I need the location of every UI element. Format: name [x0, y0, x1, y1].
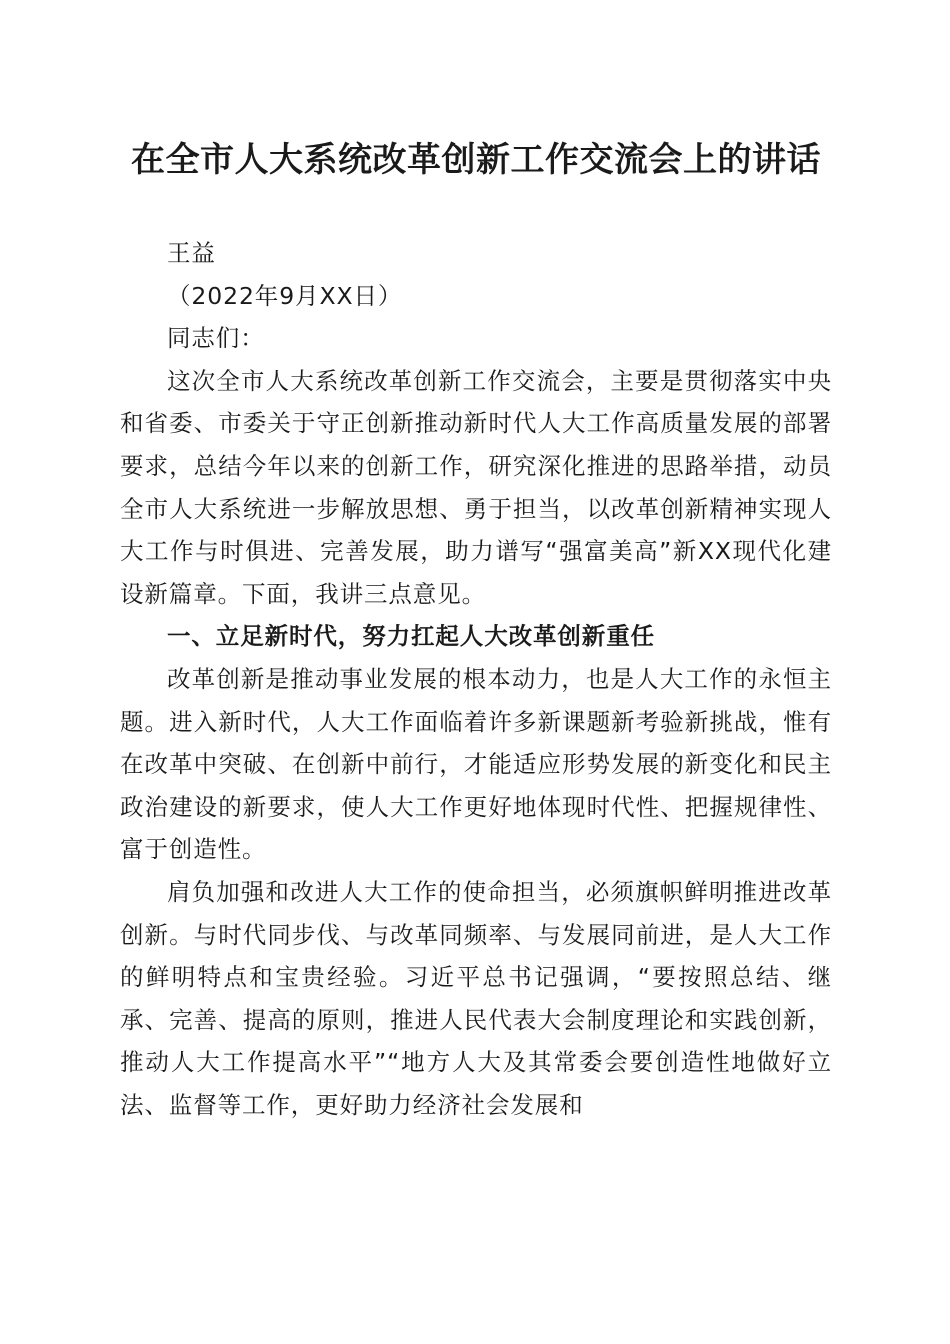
section-heading-1: 一、立足新时代，努力扛起人大改革创新重任 — [167, 622, 655, 651]
author-line: 王益 — [167, 239, 216, 267]
paragraph-body: 肩负加强和改进人大工作的使命担当，必须旗帜鲜明推进改革创新。与时代同步伐、与改革同频率、与发展同前进，是人大工作的鲜明特点和宝贵经验。习近平总书记强调，“要按照总结、继承、完善、提高的原则，推进人民代表大会制度理论和实践创新，推动人大工作提高水平”“地方人大及其常委会要创造性地做好立法、监督等工作，更好助力经济社会发展和 — [120, 877, 832, 1119]
document-body — [120, 232, 832, 1126]
date-line: （2022年9月XX日） — [167, 281, 403, 310]
document-title: 在全市人大系统改革创新工作交流会上的讲话 — [131, 140, 821, 180]
salutation: 同志们： — [167, 324, 265, 353]
paragraph-intro: 这次全市人大系统改革创新工作交流会，主要是贯彻落实中央和省委、市委关于守正创新推动新时代人大工作高质量发展的部署要求，总结今年以来的创新工作，研究深化推进的思路举措，动员全市人大系统进一步解放思想、勇于担当，以改革创新精神实现人大工作与时俱进、完善发展，助力谱写“强富美高”新XX现代化建设新篇章。下面，我讲三点意见。 — [120, 366, 832, 608]
paragraph-body: 改革创新是推动事业发展的根本动力，也是人大工作的永恒主题。进入新时代，人大工作面临着许多新课题新考验新挑战，惟有在改革中突破、在创新中前行，才能适应形势发展的新变化和民主政治建设的新要求，使人大工作更好地体现时代性、把握规律性、富于创造性。 — [120, 664, 832, 864]
